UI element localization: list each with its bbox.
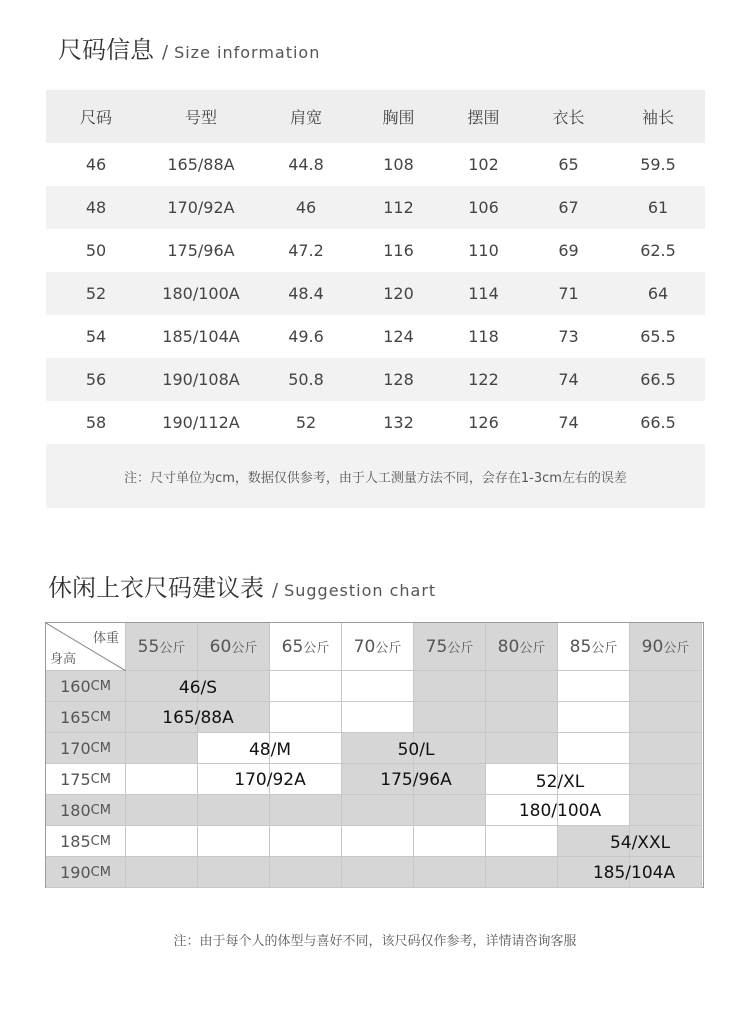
table-cell: 52 (295, 413, 317, 432)
grid-cell (342, 795, 414, 826)
weight-unit: 公斤 (447, 641, 474, 656)
size-info-title (58, 30, 320, 65)
table-row (46, 358, 705, 401)
grid-cell (486, 826, 558, 857)
grid-cell (486, 733, 558, 764)
weight-unit: 公斤 (663, 641, 690, 656)
weight-num: 60 (209, 636, 232, 657)
grid-cell (126, 733, 198, 764)
table-cell: 56 (46, 358, 146, 401)
height-unit: CM (90, 864, 111, 880)
grid-cell (270, 671, 342, 702)
grid-cell (270, 826, 342, 857)
grid-cell (414, 857, 486, 888)
grid-cell (630, 702, 702, 733)
size-s-code: 165/88A (162, 708, 234, 728)
height-header (46, 764, 126, 795)
table-row (46, 315, 705, 358)
height-header (46, 671, 126, 702)
grid-cell (630, 795, 702, 826)
weight-num: 90 (641, 636, 664, 657)
table-cell: 185/104A (162, 327, 240, 346)
table-cell: 120 (356, 272, 441, 315)
table-cell: 49.6 (288, 327, 324, 346)
grid-cell (414, 702, 486, 733)
table-row (46, 272, 705, 315)
height-num: 175 (60, 769, 91, 789)
suggestion-chart (45, 622, 704, 888)
weight-num: 55 (137, 636, 160, 657)
table-cell: 190/108A (146, 358, 256, 401)
table-cell: 54 (85, 327, 107, 346)
table-cell: 132 (383, 413, 414, 432)
size-note: 注：尺寸单位为cm，数据仅供参考，由于人工测量方法不同，会存在1-3cm左右的误差 (46, 444, 705, 508)
weight-unit: 公斤 (303, 641, 330, 656)
weight-unit: 公斤 (231, 641, 258, 656)
height-unit: CM (90, 802, 111, 818)
table-cell: 66.5 (611, 358, 705, 401)
title-separator: / (272, 580, 279, 601)
grid-cell (342, 826, 414, 857)
col-header-sleeve: 袖长 (611, 90, 705, 143)
size-m-label: 48/M (248, 740, 292, 760)
size-xl-code: 180/100A (518, 801, 602, 821)
weight-unit: 公斤 (159, 641, 186, 656)
table-cell: 180/100A (146, 272, 256, 315)
grid-cell (486, 857, 558, 888)
grid-cell (558, 733, 630, 764)
size-l-code: 175/96A (380, 770, 452, 790)
height-header (46, 733, 126, 764)
weight-header (342, 623, 414, 671)
table-cell: 48.4 (256, 272, 356, 315)
size-xxl-label: 54/XXL (609, 833, 671, 853)
height-header (46, 795, 126, 826)
height-header (46, 702, 126, 733)
table-row (46, 229, 705, 272)
corner-height-label: 身高 (50, 652, 77, 667)
table-cell: 59.5 (640, 155, 676, 174)
col-header-length: 衣长 (526, 90, 611, 143)
weight-unit: 公斤 (375, 641, 402, 656)
grid-cell (198, 795, 270, 826)
table-cell: 46 (85, 155, 107, 174)
size-info-title-en: Size information (174, 43, 321, 62)
table-cell: 48 (46, 186, 146, 229)
weight-header (486, 623, 558, 671)
grid-cell (126, 857, 198, 888)
table-cell: 58 (85, 413, 107, 432)
corner-cell (46, 623, 126, 671)
col-header-chest: 胸围 (356, 90, 441, 143)
table-row (46, 143, 705, 186)
table-cell: 64 (611, 272, 705, 315)
grid-cell (198, 826, 270, 857)
grid-cell (342, 671, 414, 702)
table-cell: 126 (468, 413, 499, 432)
weight-header (270, 623, 342, 671)
height-unit: CM (90, 678, 111, 694)
grid-cell (126, 764, 198, 795)
size-l-label: 50/L (397, 740, 435, 760)
table-cell: 66.5 (640, 413, 676, 432)
table-cell: 112 (356, 186, 441, 229)
table-cell: 122 (441, 358, 526, 401)
table-cell: 175/96A (167, 241, 235, 260)
weight-unit: 公斤 (519, 641, 546, 656)
weight-num: 75 (425, 636, 448, 657)
grid-cell (414, 795, 486, 826)
table-cell: 71 (526, 272, 611, 315)
table-cell: 50 (85, 241, 107, 260)
table-cell: 69 (558, 241, 579, 260)
height-unit: CM (90, 833, 111, 849)
col-header-model: 号型 (146, 90, 256, 143)
table-row (46, 401, 705, 444)
table-cell: 62.5 (640, 241, 676, 260)
suggestion-note: 注：由于每个人的体型与喜好不同，该尺码仅作参考，详情请咨询客服 (173, 934, 577, 949)
grid-cell (126, 826, 198, 857)
height-header (46, 826, 126, 857)
height-num: 180 (60, 800, 91, 820)
table-cell: 65.5 (640, 327, 676, 346)
height-num: 185 (60, 831, 91, 851)
height-unit: CM (90, 709, 111, 725)
grid-cell (486, 702, 558, 733)
table-cell: 61 (611, 186, 705, 229)
grid-cell (342, 857, 414, 888)
corner-weight-label: 体重 (92, 631, 119, 646)
table-cell: 124 (383, 327, 414, 346)
table-cell: 46 (256, 186, 356, 229)
table-cell: 110 (468, 241, 499, 260)
table-cell: 52 (46, 272, 146, 315)
table-cell: 170/92A (146, 186, 256, 229)
grid-cell (270, 795, 342, 826)
table-cell: 165/88A (167, 155, 235, 174)
table-cell: 102 (468, 155, 499, 174)
table-cell: 44.8 (288, 155, 324, 174)
col-header-size: 尺码 (46, 90, 146, 143)
col-header-shoulder: 肩宽 (256, 90, 356, 143)
table-cell: 73 (558, 327, 579, 346)
height-unit: CM (90, 771, 111, 787)
weight-num: 65 (281, 636, 304, 657)
table-cell: 118 (468, 327, 499, 346)
table-cell: 108 (383, 155, 414, 174)
grid-cell (270, 702, 342, 733)
size-info-table (46, 90, 705, 508)
table-cell: 190/112A (162, 413, 240, 432)
grid-cell (414, 826, 486, 857)
weight-header (126, 623, 198, 671)
grid-cell (630, 671, 702, 702)
size-m-code: 170/92A (234, 770, 306, 790)
size-info-title-zh: 尺码信息 (58, 36, 154, 64)
height-header (46, 857, 126, 888)
table-cell: 116 (383, 241, 414, 260)
table-cell: 47.2 (288, 241, 324, 260)
size-s-label: 46/S (178, 678, 218, 698)
table-cell: 106 (441, 186, 526, 229)
grid-cell (126, 795, 198, 826)
suggestion-title-en: Suggestion chart (284, 581, 437, 600)
grid-cell (630, 764, 702, 795)
size-xl-label: 52/XL (535, 772, 585, 792)
table-cell: 128 (356, 358, 441, 401)
grid-cell (414, 671, 486, 702)
suggestion-title-zh: 休闲上衣尺码建议表 (48, 574, 264, 602)
table-cell: 65 (558, 155, 579, 174)
height-unit: CM (90, 740, 111, 756)
weight-header (558, 623, 630, 671)
height-num: 160 (60, 676, 91, 696)
col-header-hem: 摆围 (441, 90, 526, 143)
size-xxl-code: 185/104A (592, 863, 676, 883)
title-separator: / (162, 42, 169, 63)
grid-cell (198, 857, 270, 888)
table-cell: 67 (526, 186, 611, 229)
height-num: 170 (60, 738, 91, 758)
grid-cell (558, 671, 630, 702)
table-cell: 74 (558, 413, 579, 432)
weight-num: 85 (569, 636, 592, 657)
grid-cell (270, 857, 342, 888)
table-cell: 114 (441, 272, 526, 315)
grid-cell (486, 671, 558, 702)
table-cell: 50.8 (256, 358, 356, 401)
weight-unit: 公斤 (591, 641, 618, 656)
size-note-row (46, 444, 705, 508)
grid-cell (558, 702, 630, 733)
suggestion-title (48, 568, 436, 603)
weight-header (630, 623, 702, 671)
table-row (46, 186, 705, 229)
weight-num: 70 (353, 636, 376, 657)
grid-cell (630, 733, 702, 764)
height-num: 165 (60, 707, 91, 727)
table-cell: 74 (526, 358, 611, 401)
grid-cell (342, 702, 414, 733)
size-table-header-row (46, 90, 705, 143)
weight-header (198, 623, 270, 671)
weight-num: 80 (497, 636, 520, 657)
height-num: 190 (60, 862, 91, 882)
weight-header (414, 623, 486, 671)
